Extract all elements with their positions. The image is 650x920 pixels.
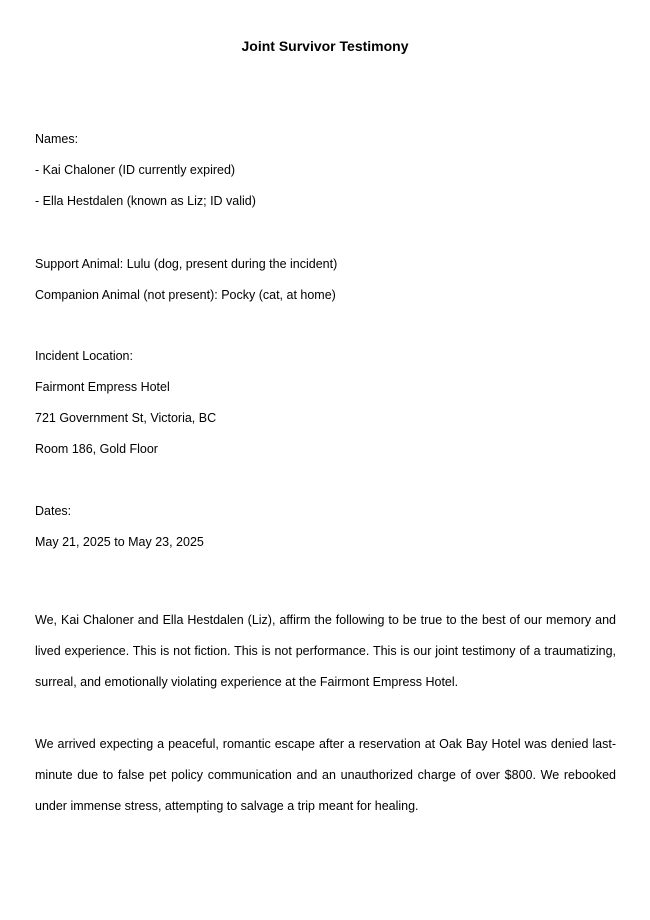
name-item-ella: - Ella Hestdalen (known as Liz; ID valid): [35, 194, 256, 208]
dates-label: Dates:: [35, 504, 72, 518]
testimony-paragraph-affirmation: We, Kai Chaloner and Ella Hestdalen (Liz), affirm the following to be true to the best of our memory and lived experience. This is not fiction. This is not performance. This is our joint testimony of a traumatizing, surreal, and emotionally violating experience at the Fairmont Empress Hotel.: [35, 613, 616, 689]
name-item-kai: - Kai Chaloner (ID currently expired): [35, 163, 236, 177]
support-animal-line: Support Animal: Lulu (dog, present during the incident): [35, 257, 338, 271]
location-address: 721 Government St, Victoria, BC: [35, 411, 217, 425]
dates-value: May 21, 2025 to May 23, 2025: [35, 535, 204, 549]
location-room: Room 186, Gold Floor: [35, 442, 158, 456]
location-hotel-name: Fairmont Empress Hotel: [35, 380, 170, 394]
incident-location-label: Incident Location:: [35, 349, 133, 363]
document-title: Joint Survivor Testimony: [241, 38, 409, 54]
testimony-paragraph-arrival: We arrived expecting a peaceful, romantic escape after a reservation at Oak Bay Hotel was denied last-minute due to false pet policy communication and an unauthorized charge of over $800. We rebooked under immense stress, attempting to salvage a trip meant for healing.: [35, 737, 616, 813]
names-label: Names:: [35, 132, 79, 146]
companion-animal-line: Companion Animal (not present): Pocky (cat, at home): [35, 288, 336, 302]
